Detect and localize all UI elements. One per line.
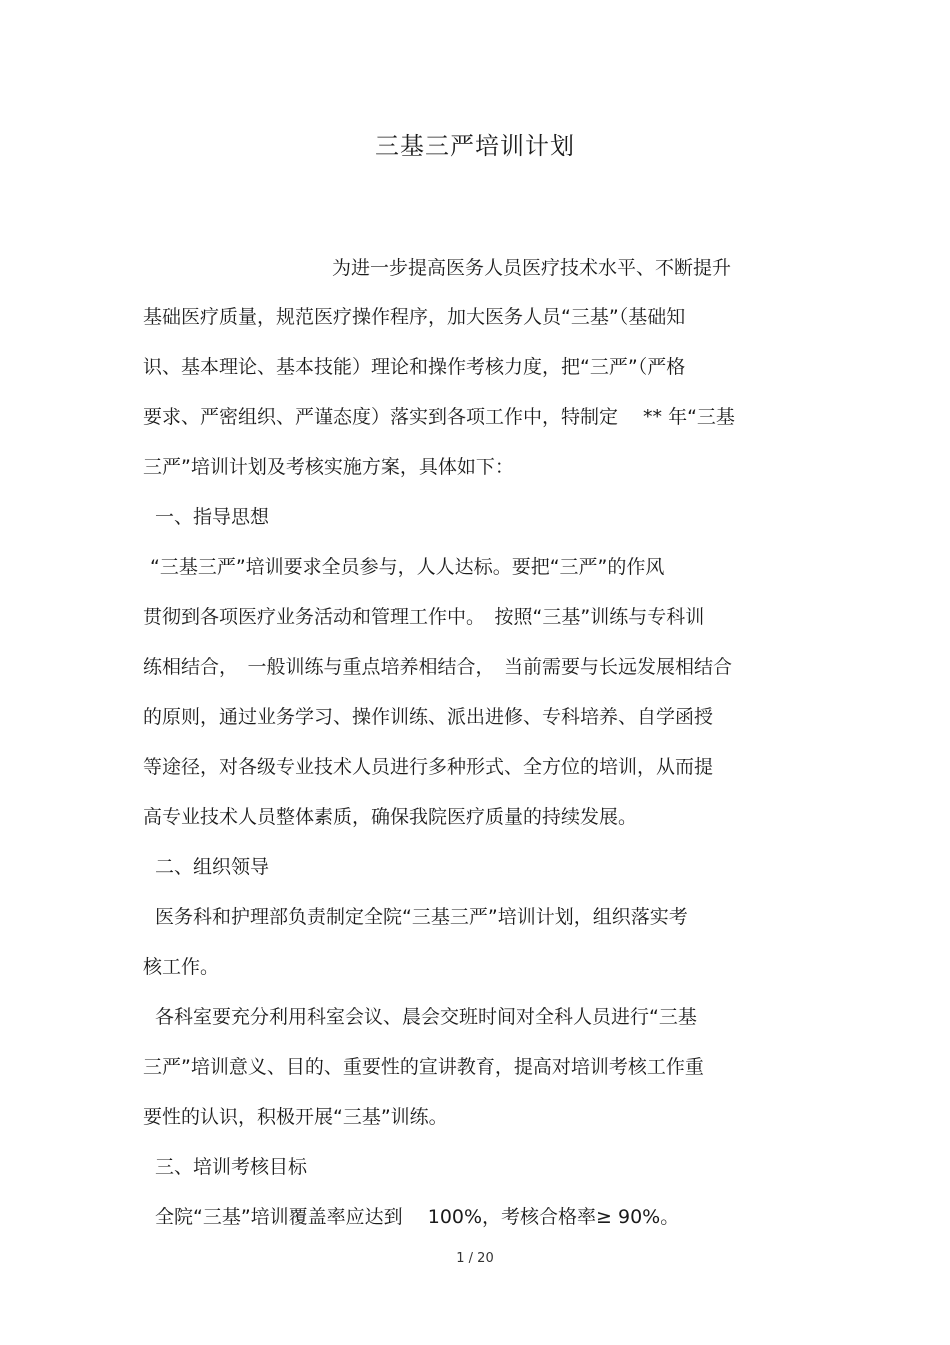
paragraph-line: 贯彻到各项医疗业务活动和管理工作中。 按照“三基”训练与专科训 (143, 606, 705, 628)
paragraph-line: 基础医疗质量，规范医疗操作程序，加大医务人员“三基”（基础知 (143, 306, 686, 328)
paragraph-line: 要性的认识，积极开展“三基”训练。 (143, 1106, 448, 1128)
section-heading: 一、指导思想 (155, 506, 270, 528)
paragraph-line: 练相结合， 一般训练与重点培养相结合， 当前需要与长远发展相结合 (143, 656, 733, 678)
paragraph-line: 要求、严密组织、严谨态度）落实到各项工作中，特制定 ** 年“三基 (143, 406, 735, 428)
paragraph-line: 三严”培训计划及考核实施方案，具体如下： (143, 456, 514, 478)
document-title: 三基三严培训计划 (375, 132, 575, 160)
paragraph-line: 三严”培训意义、目的、重要性的宣讲教育，提高对培训考核工作重 (143, 1056, 704, 1078)
paragraph-line: 全院“三基”培训覆盖率应达到 100%，考核合格率≥ 90%。 (155, 1206, 680, 1228)
paragraph-line: “三基三严”培训要求全员参与，人人达标。要把“三严”的作风 (150, 556, 665, 578)
paragraph-line: 识、基本理论、基本技能）理论和操作考核力度，把“三严”（严格 (143, 356, 686, 378)
section-heading: 二、组织领导 (155, 856, 270, 878)
paragraph-line: 等途径，对各级专业技术人员进行多种形式、全方位的培训，从而提 (143, 756, 714, 778)
paragraph-line: 为进一步提高医务人员医疗技术水平、不断提升 (332, 257, 732, 279)
paragraph-line: 医务科和护理部负责制定全院“三基三严”培训计划，组织落实考 (155, 906, 688, 928)
page-indicator: 1 / 20 (456, 1251, 494, 1266)
paragraph-line: 各科室要充分利用科室会议、晨会交班时间对全科人员进行“三基 (155, 1006, 697, 1028)
paragraph-line: 的原则，通过业务学习、操作训练、派出进修、专科培养、自学函授 (143, 706, 714, 728)
paragraph-line: 高专业技术人员整体素质，确保我院医疗质量的持续发展。 (143, 806, 638, 828)
section-heading: 三、培训考核目标 (155, 1156, 308, 1178)
paragraph-line: 核工作。 (143, 956, 220, 978)
